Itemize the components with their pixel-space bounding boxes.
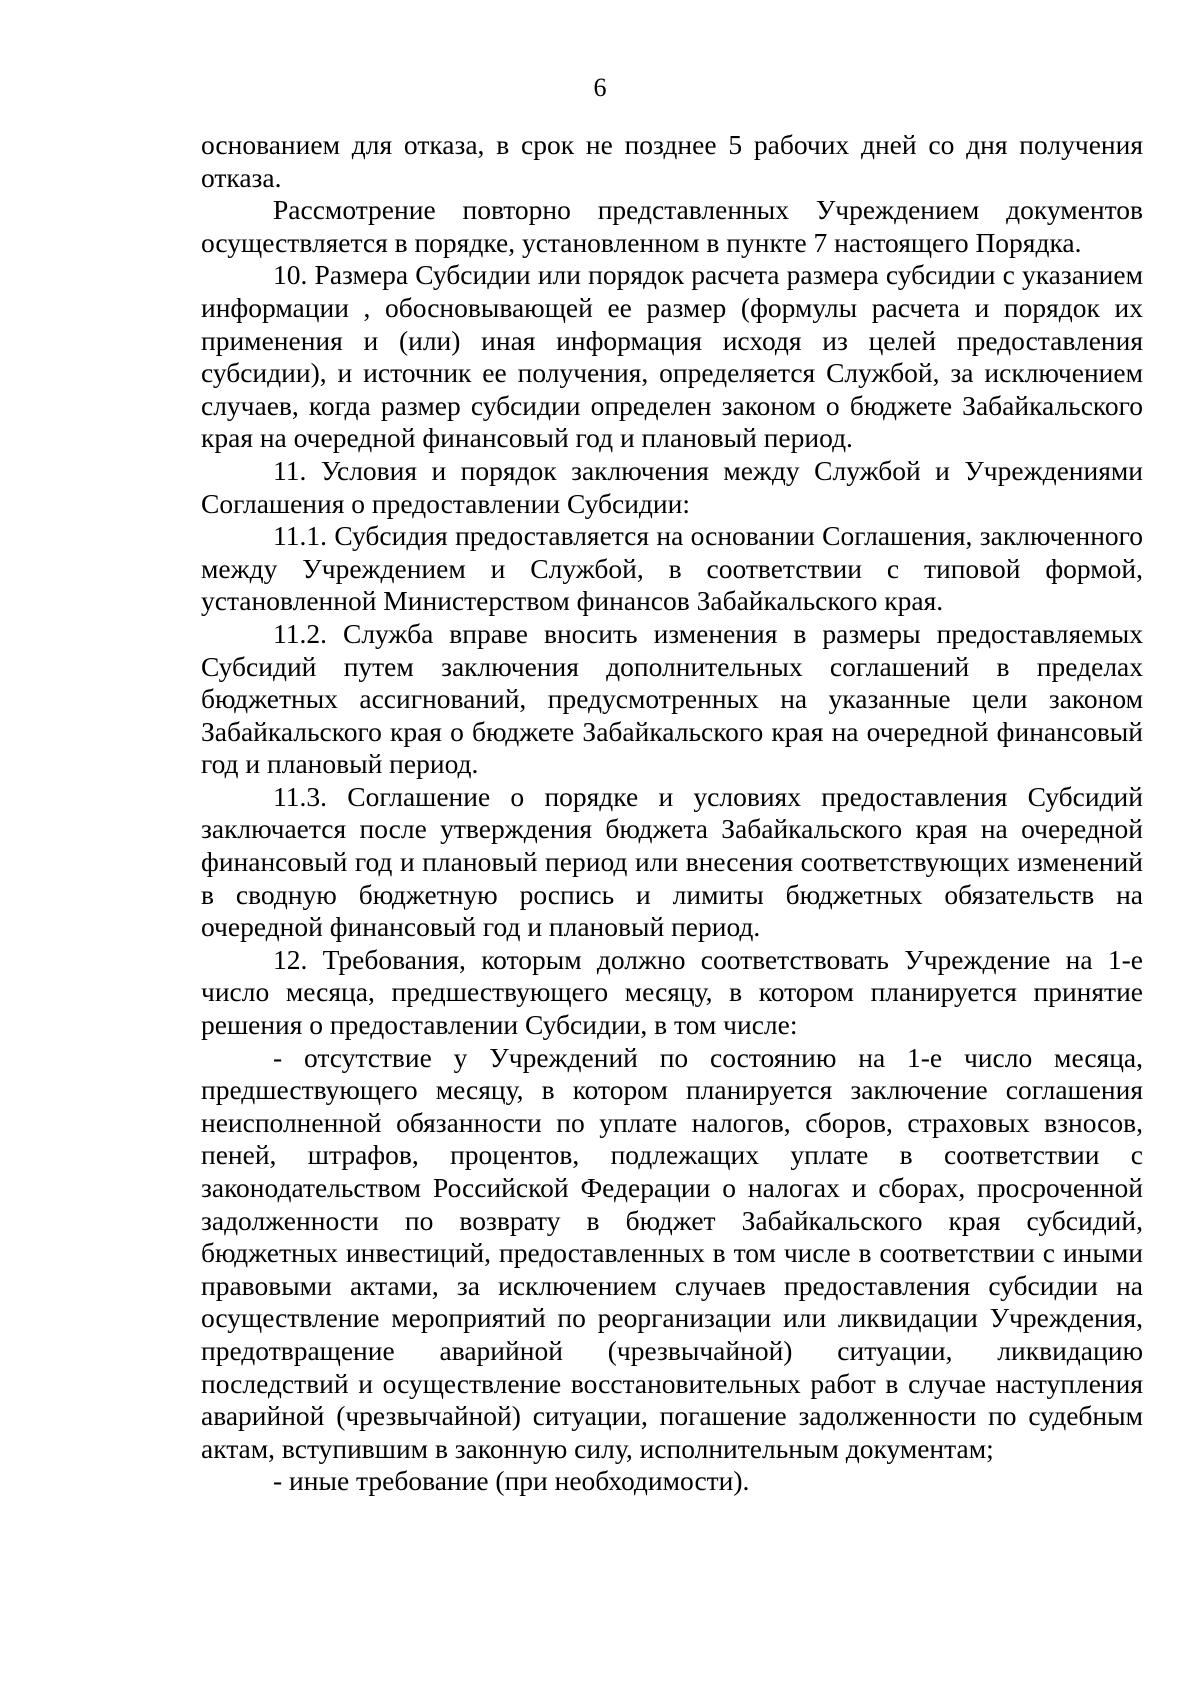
paragraph-10-subsidy-size: 10. Размера Субсидии или порядок расчета размера субсидии с указанием информации , обосновывающей ее размер (формулы расчета и порядок их применения и (или) иная информация исходя из целей предоставления субсидии), и источник ее получения, определяется Службой, за исключением случаев, когда размер субсидии определен законом о бюджете Забайкальского края на очередной финансовый год и плановый период. [201,259,1143,454]
document-body [201,129,1143,1498]
paragraph-12-requirements: 12. Требования, которым должно соответствовать Учреждение на 1-е число месяца, предшествующего месяцу, в котором планируется принятие решения о предоставлении Субсидии, в том числе: [201,943,1143,1041]
paragraph-refusal-deadline: основанием для отказа, в срок не позднее 5 рабочих дней со дня получения отказа. [201,129,1143,193]
page-number: 6 [593,73,607,102]
list-item-no-debt: - отсутствие у Учреждений по состоянию на 1-е число месяца, предшествующего месяцу, в котором планируется заключение соглашения неисполненной обязанности по уплате налогов, сборов, страховых взносов, пеней, штрафов, процентов, подлежащих уплате в соответствии с законодательством Российской Федерации о налогах и сборах, просроченной задолженности по возврату в бюджет Забайкальского края субсидий, бюджетных инвестиций, предоставленных в том числе в соответствии с иными правовыми актами, за исключением случаев предоставления субсидии на осуществление мероприятий по реорганизации или ликвидации Учреждения, предотвращение аварийной (чрезвычайной) ситуации, ликвидацию последствий и осуществление восстановительных работ в случае наступления аварийной (чрезвычайной) ситуации, погашение задолженности по судебным актам, вступившим в законную силу, исполнительным документам; [201,1041,1143,1464]
paragraph-11-3: 11.3. Соглашение о порядке и условиях предоставления Субсидий заключается после утверждения бюджета Забайкальского края на очередной финансовый год и плановый период или внесения соответствующих изменений в сводную бюджетную роспись и лимиты бюджетных обязательств на очередной финансовый год и плановый период. [201,780,1143,943]
paragraph-11-agreement-conditions: 11. Условия и порядок заключения между Службой и Учреждениями Соглашения о предоставлении Субсидии: [201,454,1143,519]
list-item-other-requirements: - иные требование (при необходимости). [273,1465,750,1497]
paragraph-11-2: 11.2. Служба вправе вносить изменения в размеры предоставляемых Субсидий путем заключения дополнительных соглашений в пределах бюджетных ассигнований, предусмотренных на указанные цели законом Забайкальского края о бюджете Забайкальского края на очередной финансовый год и плановый период. [201,617,1143,780]
paragraph-11-1: 11.1. Субсидия предоставляется на основании Соглашения, заключенного между Учреждением и Службой, в соответствии с типовой формой, установленной Министерством финансов Забайкальского края. [201,520,1143,617]
paragraph-resubmission: Рассмотрение повторно представленных Учреждением документов осуществляется в порядке, установленном в пункте 7 настоящего Порядка. [201,194,1143,258]
